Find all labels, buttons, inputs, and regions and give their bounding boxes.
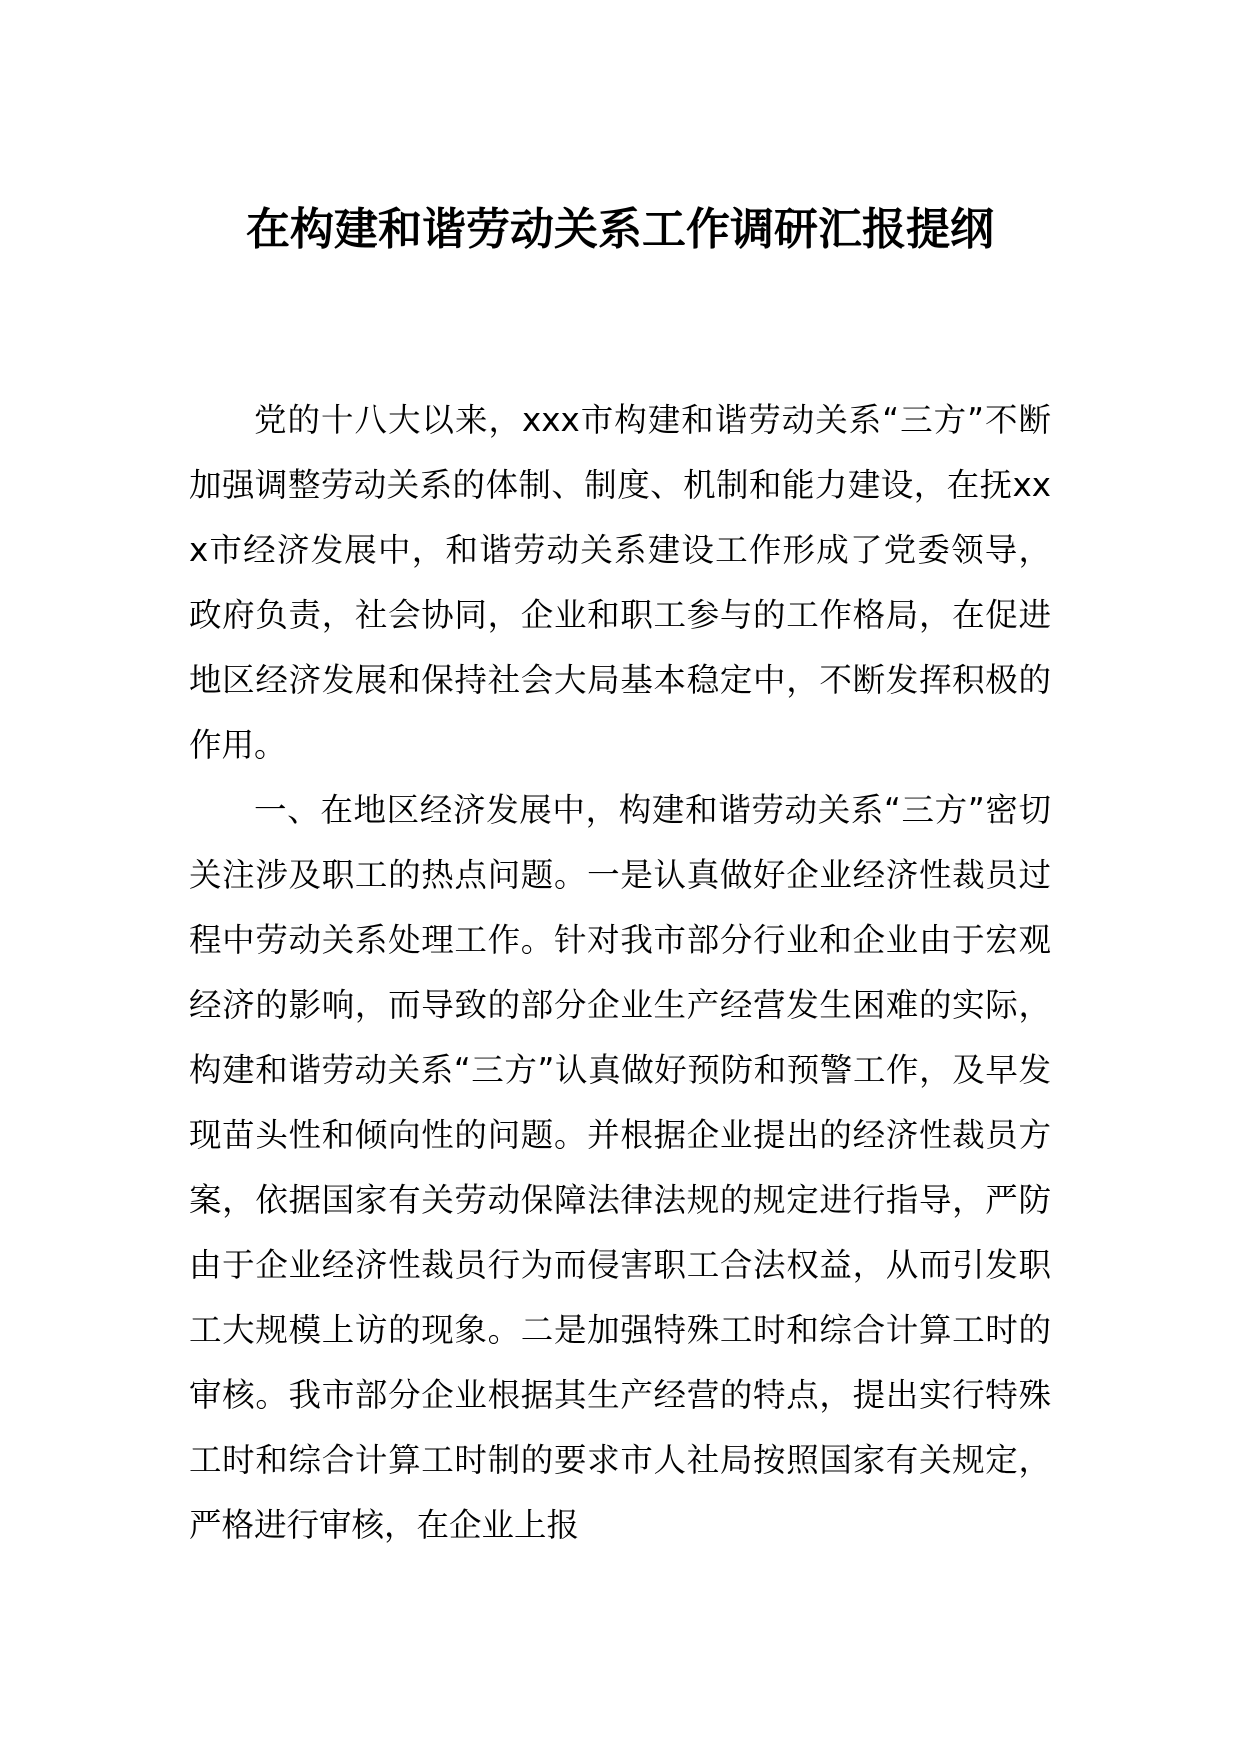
body-paragraph: 党的十八大以来，xxx市构建和谐劳动关系“三方”不断加强调整劳动关系的体制、制度、机制和能力建设，在抚xxx市经济发展中，和谐劳动关系建设工作形成了党委领导，政府负责，社会协同，企业和职工参与的工作格局，在促进地区经济发展和保持社会大局基本稳定中，不断发挥积极的作用。 — [189, 401, 1051, 764]
body-paragraph: 一、在地区经济发展中，构建和谐劳动关系“三方”密切关注涉及职工的热点问题。一是认真做好企业经济性裁员过程中劳动关系处理工作。针对我市部分行业和企业由于宏观经济的影响，而导致的部分企业生产经营发生困难的实际，构建和谐劳动关系“三方”认真做好预防和预警工作，及早发现苗头性和倾向性的问题。并根据企业提出的经济性裁员方案，依据国家有关劳动保障法律法规的规定进行指导，严防由于企业经济性裁员行为而侵害职工合法权益，从而引发职工大规模上访的现象。二是加强特殊工时和综合计算工时的审核。我市部分企业根据其生产经营的特点，提出实行特殊工时和综合计算工时制的要求市人社局按照国家有关规定，严格进行审核，在企业上报 — [189, 791, 1051, 1544]
document-body — [189, 388, 1051, 1558]
document-title: 在构建和谐劳动关系工作调研汇报提纲 — [246, 204, 994, 255]
